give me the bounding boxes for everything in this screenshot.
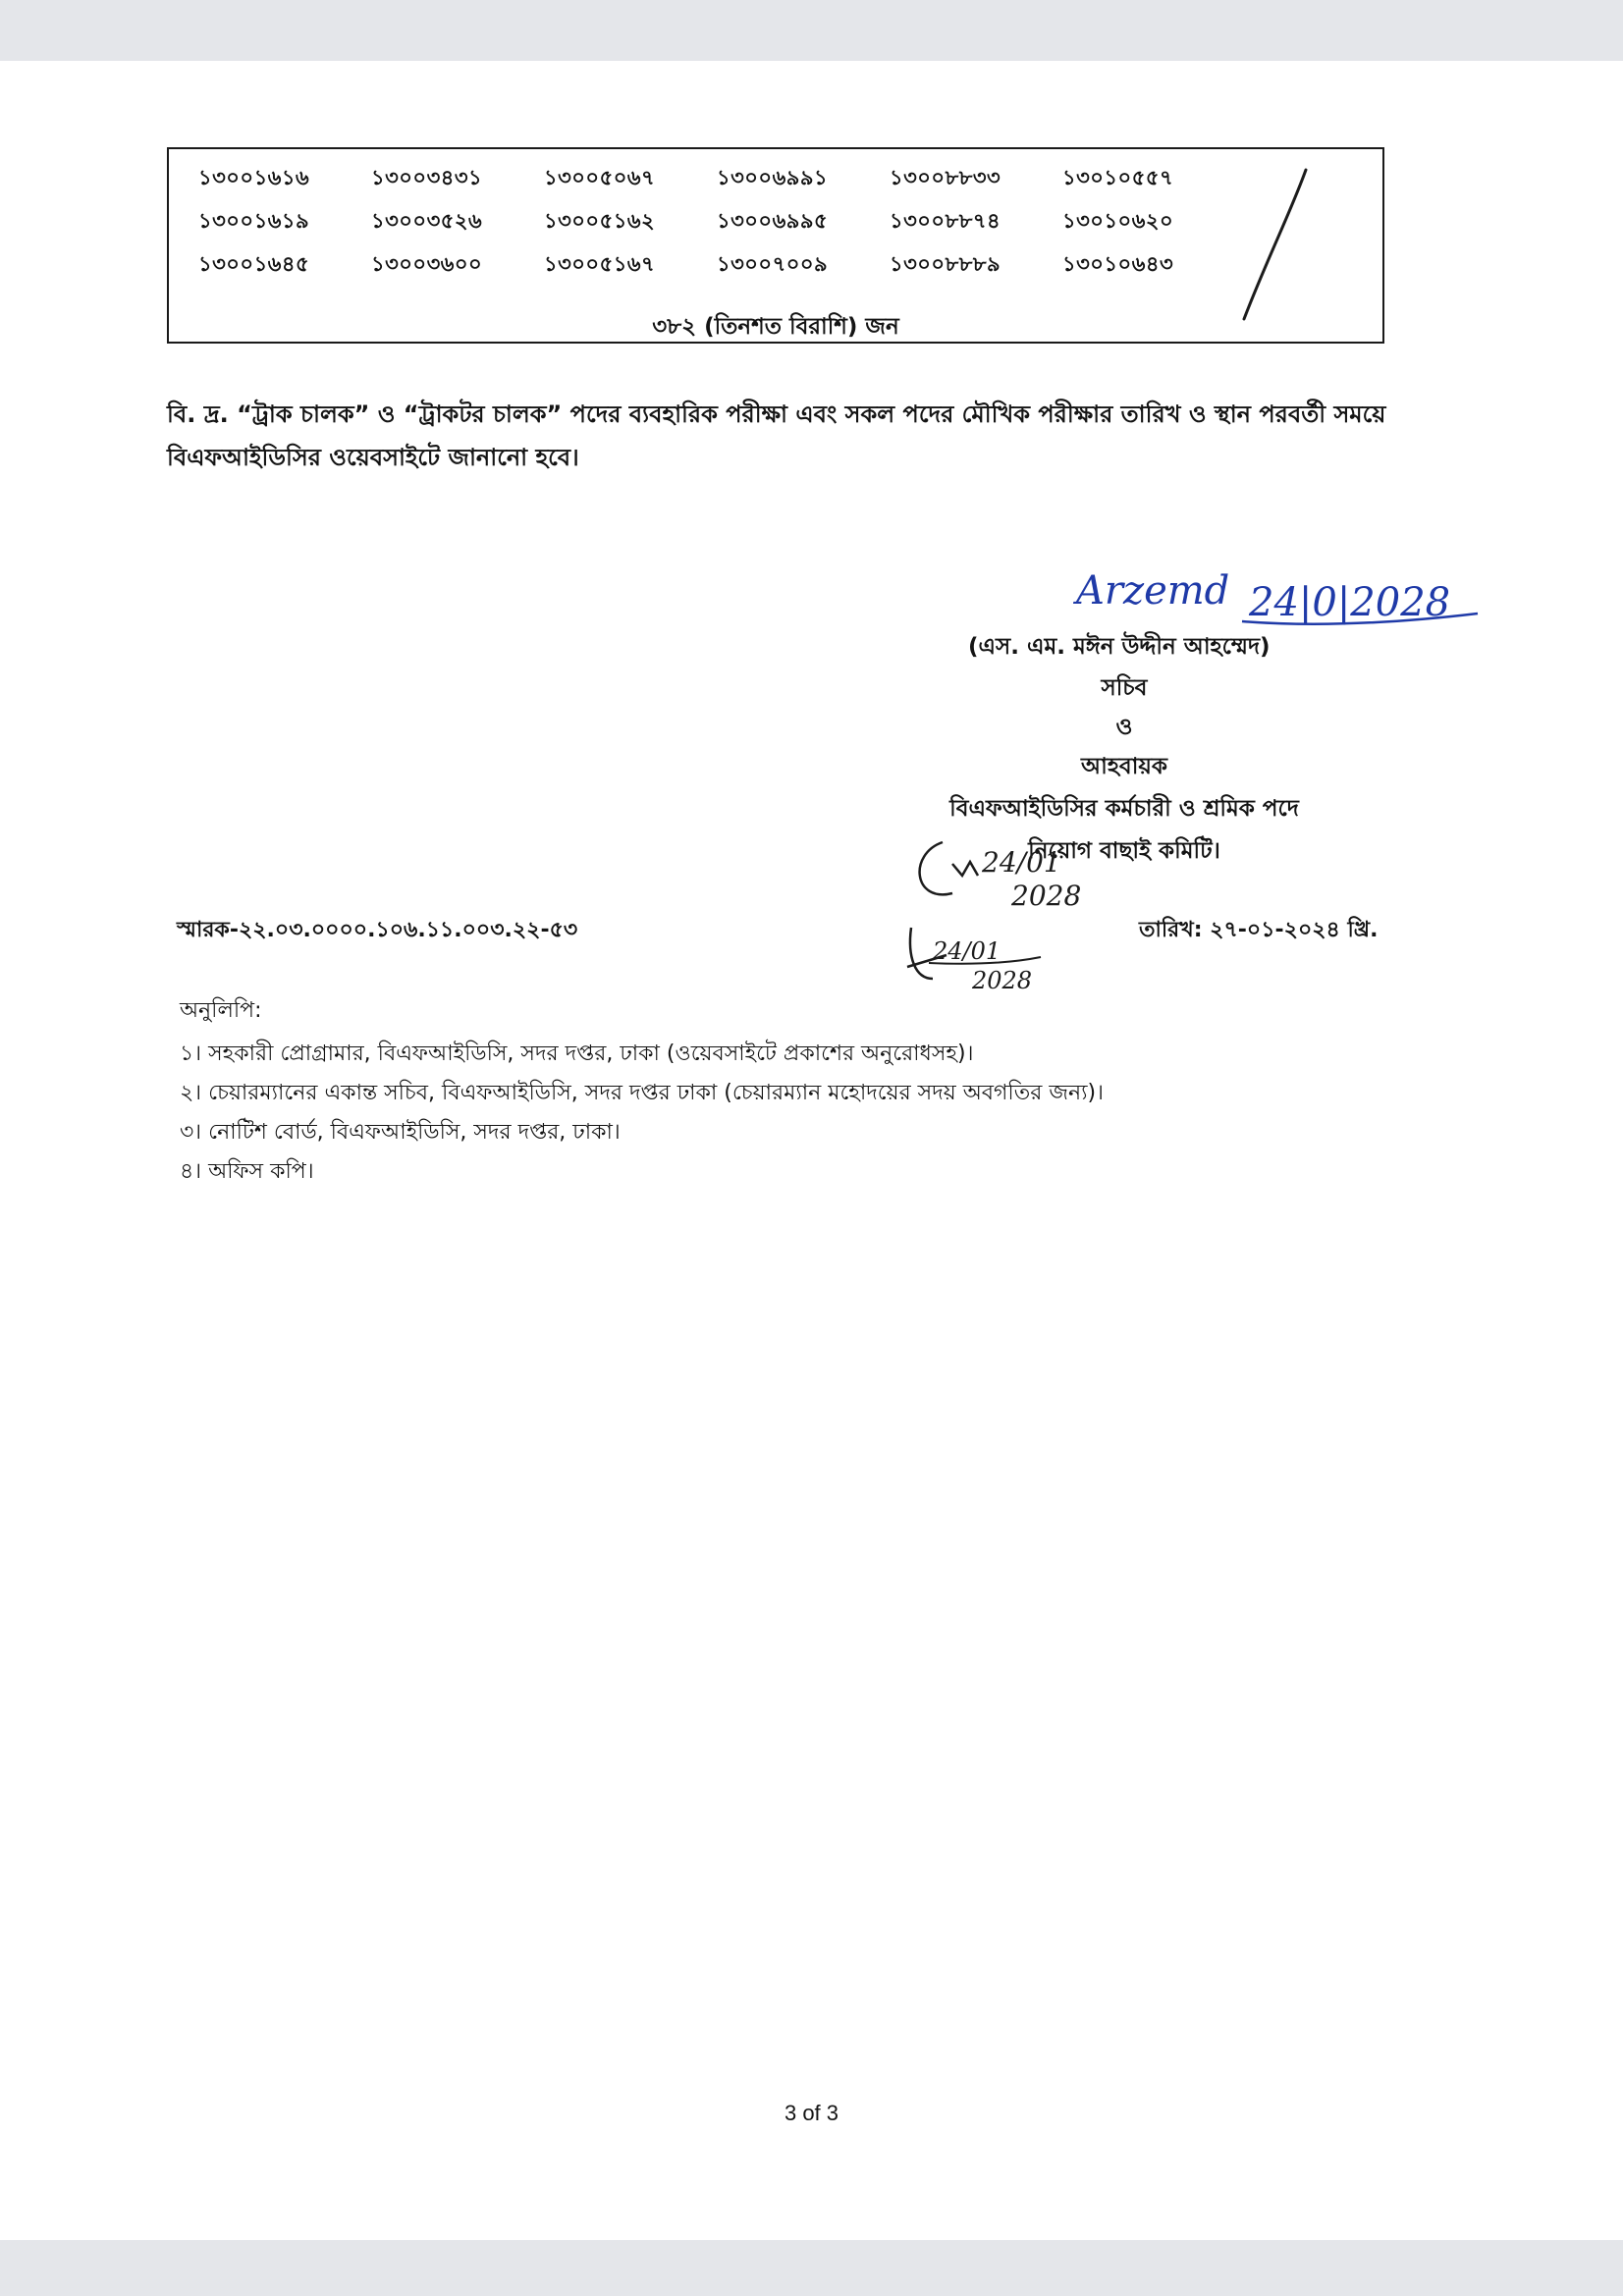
- signatory-name: (এস. এম. মঈন উদ্দীন আহম্মেদ): [968, 634, 1271, 660]
- list-item: ২। চেয়ারম্যানের একান্ত সচিব, বিএফআইডিসি, সদর দপ্তর ঢাকা (চেয়ারম্যান মহোদয়ের সদয় অবগতির জন্য)।: [180, 1081, 1104, 1105]
- svg-text:2028: 2028: [1011, 880, 1082, 912]
- total-count: ৩৮২ (তিনশত বিরাশি) জন: [652, 314, 899, 340]
- svg-text:24|0|2028: 24|0|2028: [1249, 580, 1451, 625]
- roll-number: ১৩০০১৬১৯: [198, 208, 310, 233]
- designation-line: আহবায়ক: [1080, 754, 1168, 779]
- roll-number: ১৩০০৮৮৭৪: [890, 208, 1001, 233]
- roll-number: ১৩০০১৬১৬: [198, 165, 310, 189]
- roll-number: ১৩০১০৫৫৭: [1062, 165, 1174, 189]
- roll-number: ১৩০০৩৬০০: [371, 251, 483, 276]
- roll-number-table: [167, 147, 1384, 344]
- note-paragraph: [167, 393, 1404, 479]
- svg-text:24/01: 24/01: [982, 846, 1061, 879]
- table-row: [198, 243, 1235, 287]
- designation-line: সচিব: [1101, 675, 1148, 701]
- roll-number: ১৩০০৬৯৯৫: [717, 208, 829, 233]
- memo-number: স্মারক-২২.০৩.০০০০.১০৬.১১.০০৩.২২-৫৩: [177, 918, 578, 942]
- page-number: 3 of 3: [784, 2101, 839, 2125]
- table-row: [198, 200, 1235, 243]
- roll-number: ১৩০০৮৮৩৩: [890, 165, 1001, 189]
- svg-text:24/01: 24/01: [933, 937, 1001, 965]
- roll-number: ১৩০০৩৫২৬: [371, 208, 483, 233]
- list-item: ৪। অফিস কপি।: [180, 1159, 314, 1184]
- roll-number: ১৩০০৭০০৯: [717, 251, 829, 276]
- svg-text:2028: 2028: [972, 967, 1033, 994]
- roll-number: ১৩০১০৬৪৩: [1062, 251, 1174, 276]
- note-line: বিএফআইডিসির ওয়েবসাইটে জানানো হবে।: [167, 444, 579, 471]
- list-item: ৩। নোটিশ বোর্ড, বিএফআইডিসি, সদর দপ্তর, ঢাকা।: [180, 1120, 621, 1145]
- roll-number: ১৩০০৫১৬২: [544, 208, 656, 233]
- designation-line: নিয়োগ বাছাই কমিটি।: [1028, 838, 1220, 864]
- roll-number: ১৩০০৫০৬৭: [544, 165, 656, 189]
- roll-number: ১৩০০৬৯৯১: [717, 165, 829, 189]
- roll-number: ১৩০০৩৪৩১: [371, 165, 483, 189]
- list-item: ১। সহকারী প্রোগ্রামার, বিএফআইডিসি, সদর দপ্তর, ঢাকা (ওয়েবসাইটে প্রকাশের অনুরোধসহ)।: [180, 1041, 974, 1066]
- roll-grid: [198, 157, 1235, 287]
- closing-slash-mark: [1232, 162, 1321, 329]
- designation-line: বিএফআইডিসির কর্মচারী ও শ্রমিক পদে: [949, 796, 1299, 822]
- cc-heading: অনুলিপি:: [180, 998, 262, 1023]
- designation-line: ও: [1115, 715, 1133, 740]
- cc-list: [180, 1035, 1104, 1192]
- svg-text:Arzemd: Arzemd: [1076, 568, 1230, 614]
- roll-number: ১৩০০১৬৪৫: [198, 251, 310, 276]
- roll-number: ১৩০০৫১৬৭: [544, 251, 656, 276]
- roll-number: ১৩০১০৬২০: [1062, 208, 1174, 233]
- initial-signature-2: [903, 918, 1080, 1006]
- table-row: [198, 157, 1235, 200]
- note-line: বি. দ্র. “ট্রাক চালক” ও “ট্রাকটর চালক” পদের ব্যবহারিক পরীক্ষা এবং সকল পদের মৌখিক পরীক্ষার তারিখ ও স্থান পরবর্তী সময়ে: [167, 400, 1386, 428]
- initial-signature-1: [903, 825, 1129, 933]
- issue-date: তারিখ: ২৭-০১-২০২৪ খ্রি.: [1139, 918, 1379, 942]
- roll-number: ১৩০০৮৮৮৯: [890, 251, 1001, 276]
